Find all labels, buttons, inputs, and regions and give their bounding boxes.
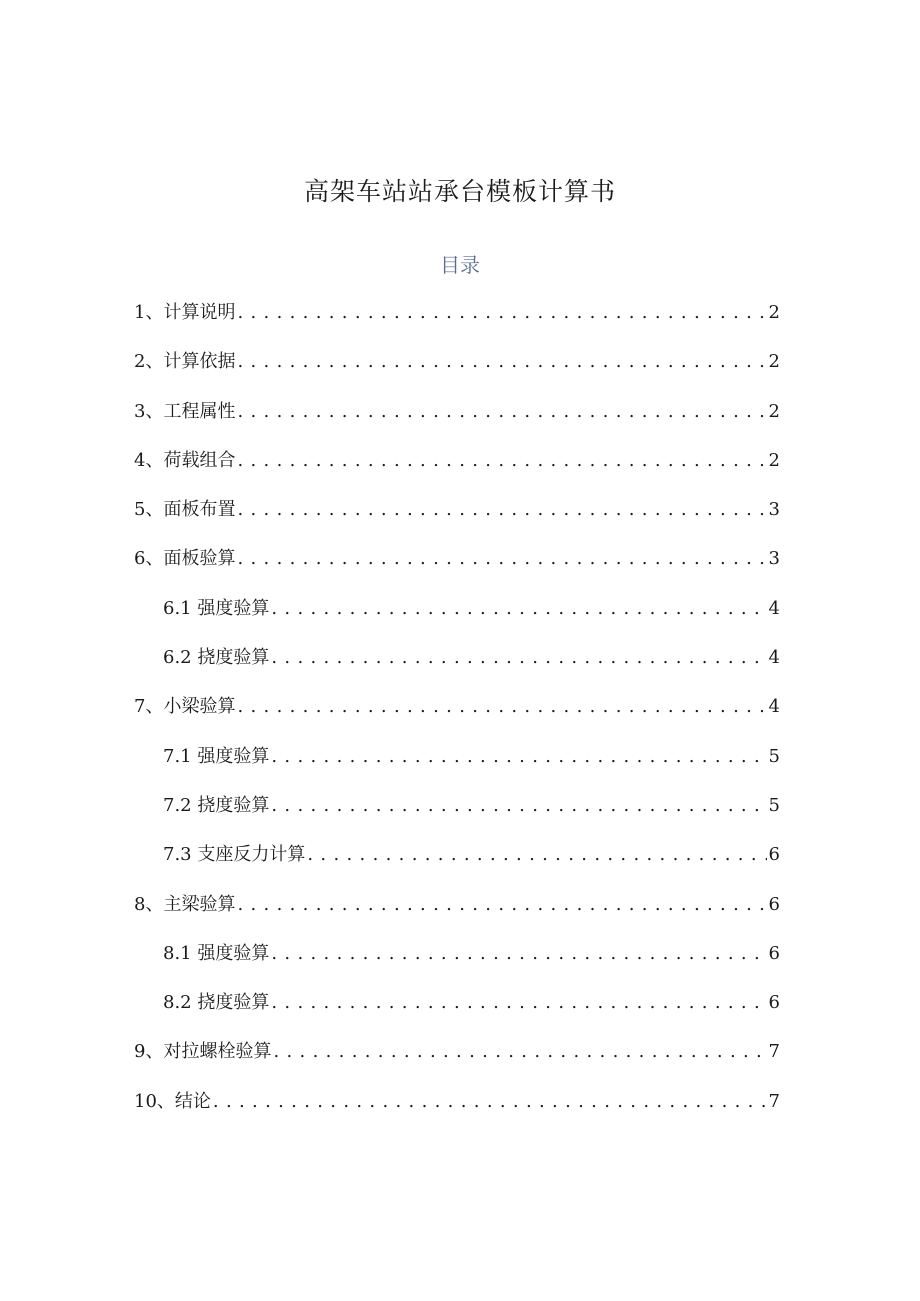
toc-subentry[interactable] xyxy=(134,835,780,884)
toc-page-number: 4 xyxy=(768,696,780,718)
toc-entry-label: 10、结论 xyxy=(134,1090,211,1112)
toc-page-number: 3 xyxy=(768,499,780,521)
toc-subentry[interactable] xyxy=(134,786,780,835)
toc-entry[interactable] xyxy=(134,490,780,539)
toc-dot-leader xyxy=(271,983,766,1023)
toc-dot-leader xyxy=(237,392,766,432)
toc-entry-label: 8.1 强度验算 xyxy=(163,942,270,964)
toc-page-number: 4 xyxy=(768,647,780,669)
toc-entry-label: 3、工程属性 xyxy=(134,400,236,422)
toc-page-number: 5 xyxy=(768,794,780,816)
toc-subentry[interactable] xyxy=(134,934,780,983)
toc-entry-label: 6.2 挠度验算 xyxy=(163,647,270,669)
toc-entry-label: 2、计算依据 xyxy=(134,351,236,373)
toc-entry-label: 7.1 强度验算 xyxy=(163,745,270,767)
toc-page-number: 5 xyxy=(768,745,780,767)
toc-page-number: 7 xyxy=(768,1090,780,1112)
toc-entry-label: 6.1 强度验算 xyxy=(163,597,270,619)
toc-dot-leader xyxy=(273,1032,766,1072)
toc-dot-leader xyxy=(271,786,766,826)
toc-entry[interactable] xyxy=(134,1032,780,1081)
toc-heading: 目录 xyxy=(440,253,480,277)
toc-dot-leader xyxy=(271,934,766,974)
toc-entry-label: 7.3 支座反力计算 xyxy=(163,844,306,866)
toc-page-number: 3 xyxy=(768,548,780,570)
toc-entry[interactable] xyxy=(134,441,780,490)
toc-entry-label: 5、面板布置 xyxy=(134,499,236,521)
table-of-contents xyxy=(134,293,780,1131)
toc-entry-label: 4、荷载组合 xyxy=(134,449,236,471)
toc-dot-leader xyxy=(237,342,766,382)
toc-page-number: 2 xyxy=(768,351,780,373)
toc-page-number: 2 xyxy=(768,449,780,471)
toc-entry[interactable] xyxy=(134,342,780,391)
toc-page-number: 7 xyxy=(768,1041,780,1063)
toc-dot-leader xyxy=(237,885,766,925)
toc-entry-label: 7、小梁验算 xyxy=(134,696,236,718)
toc-page-number: 4 xyxy=(768,597,780,619)
toc-entry-label: 6、面板验算 xyxy=(134,548,236,570)
toc-entry[interactable] xyxy=(134,1082,780,1131)
toc-page-number: 6 xyxy=(768,992,780,1014)
toc-subentry[interactable] xyxy=(134,589,780,638)
toc-dot-leader xyxy=(237,293,766,333)
toc-dot-leader xyxy=(307,835,766,875)
toc-entry-label: 8、主梁验算 xyxy=(134,893,236,915)
toc-page-number: 6 xyxy=(768,942,780,964)
toc-subentry[interactable] xyxy=(134,983,780,1032)
toc-subentry[interactable] xyxy=(134,737,780,786)
toc-entry-label: 8.2 挠度验算 xyxy=(163,992,270,1014)
toc-page-number: 6 xyxy=(768,893,780,915)
toc-dot-leader xyxy=(237,441,766,481)
toc-dot-leader xyxy=(237,539,766,579)
toc-page-number: 2 xyxy=(768,400,780,422)
toc-page-number: 2 xyxy=(768,302,780,323)
toc-entry[interactable] xyxy=(134,539,780,588)
toc-entry-label: 9、对拉螺栓验算 xyxy=(134,1041,272,1063)
toc-page-number: 6 xyxy=(768,844,780,866)
toc-subentry[interactable] xyxy=(134,638,780,687)
toc-entry[interactable] xyxy=(134,392,780,441)
toc-dot-leader xyxy=(237,687,766,727)
toc-dot-leader xyxy=(237,490,766,530)
document-title: 高架车站站承台模板计算书 xyxy=(303,177,616,206)
toc-entry[interactable] xyxy=(134,885,780,934)
toc-dot-leader xyxy=(271,638,766,678)
toc-entry[interactable] xyxy=(134,687,780,736)
toc-dot-leader xyxy=(271,589,766,629)
toc-entry[interactable] xyxy=(134,293,780,342)
toc-dot-leader xyxy=(213,1082,767,1122)
toc-entry-label: 7.2 挠度验算 xyxy=(163,794,270,816)
toc-dot-leader xyxy=(271,737,766,777)
toc-entry-label: 1、计算说明 xyxy=(134,302,236,323)
